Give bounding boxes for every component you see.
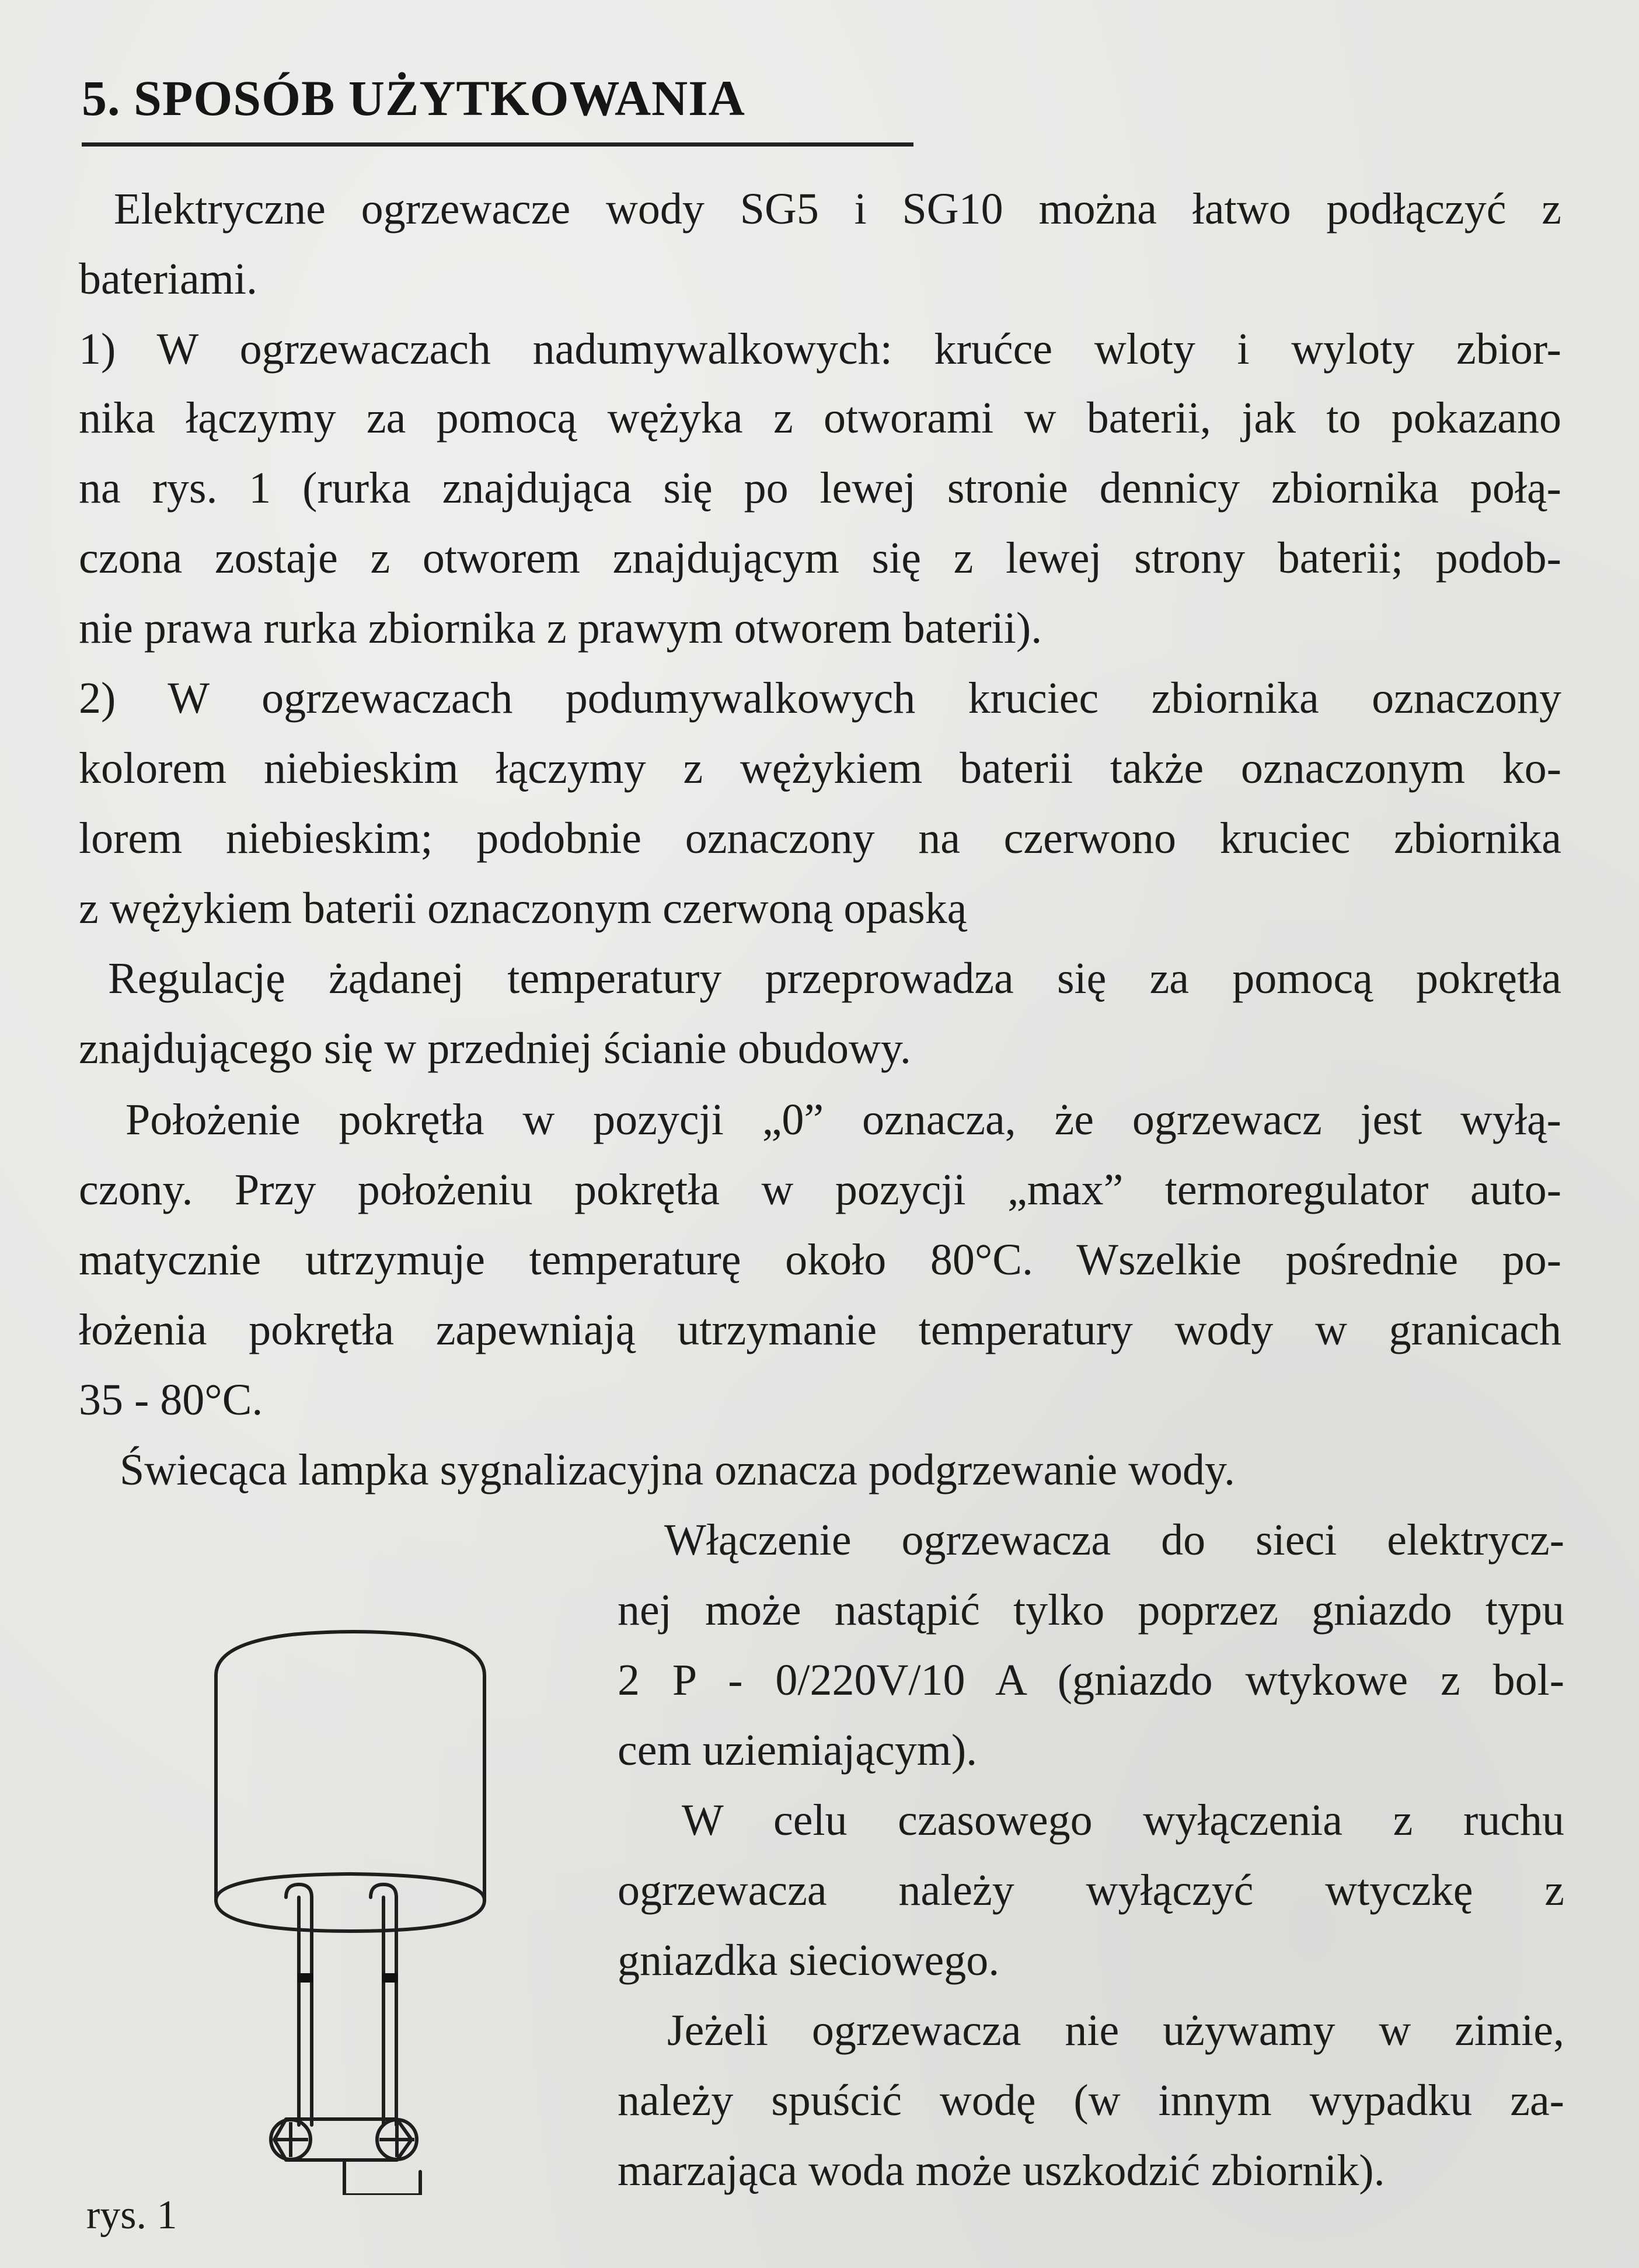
- body-line: należy spuścić wodę (w innym wypadku za-: [618, 2076, 1564, 2125]
- body-line: znajdującego się w przedniej ścianie obudowy.: [79, 1024, 911, 1073]
- body-line: nika łączymy za pomocą wężyka z otworami w baterii, jak to pokazano: [79, 393, 1561, 443]
- body-line: lorem niebieskim; podobnie oznaczony na czerwono kruciec zbiornika: [79, 814, 1561, 863]
- body-line: czona zostaje z otworem znajdującym się z lewej strony baterii; podob-: [79, 534, 1561, 583]
- body-line: 2 P - 0/220V/10 A (gniazdo wtykowe z bol-: [618, 1656, 1564, 1705]
- body-line: ogrzewacza należy wyłączyć wtyczkę z: [618, 1866, 1564, 1915]
- body-line: z wężykiem baterii oznaczonym czerwoną opaską: [79, 884, 967, 933]
- body-line: nej może nastąpić tylko poprzez gniazdo typu: [618, 1586, 1564, 1635]
- water-heater-figure: [204, 1611, 519, 2195]
- body-line: czony. Przy położeniu pokrętła w pozycji „max” termoregulator auto-: [79, 1165, 1561, 1214]
- body-line: 1) W ogrzewaczach nadumywalkowych: krućce wloty i wyloty zbior-: [79, 325, 1561, 374]
- body-line: Elektryczne ogrzewacze wody SG5 i SG10 można łatwo podłączyć z: [114, 184, 1561, 234]
- body-line: 2) W ogrzewaczach podumywalkowych kruciec zbiornika oznaczony: [79, 674, 1561, 723]
- body-line: 35 - 80°C.: [79, 1375, 263, 1424]
- heading-underline: [82, 142, 913, 147]
- body-line: Regulację żądanej temperatury przeprowadza się za pomocą pokrętła: [108, 954, 1561, 1003]
- body-line: łożenia pokrętła zapewniają utrzymanie temperatury wody w granicach: [79, 1305, 1561, 1354]
- body-line: Świecąca lampka sygnalizacyjna oznacza podgrzewanie wody.: [120, 1445, 1236, 1494]
- body-line: kolorem niebieskim łączymy z wężykiem baterii także oznaczonym ko-: [79, 744, 1561, 793]
- body-line: Położenie pokrętła w pozycji „0” oznacza, że ogrzewacz jest wyłą-: [125, 1095, 1561, 1144]
- body-line: nie prawa rurka zbiornika z prawym otworem baterii).: [79, 604, 1042, 653]
- figure-caption: rys. 1: [86, 2193, 177, 2238]
- body-line: marzająca woda może uszkodzić zbiornik).: [618, 2146, 1385, 2195]
- body-line: na rys. 1 (rurka znajdująca się po lewej stronie dennicy zbiornika połą-: [79, 464, 1561, 513]
- body-line: bateriami.: [79, 255, 257, 304]
- body-line: gniazdka sieciowego.: [618, 1936, 1000, 1985]
- body-line: matycznie utrzymuje temperaturę około 80°C. Wszelkie pośrednie po-: [79, 1235, 1561, 1284]
- body-line: Jeżeli ogrzewacza nie używamy w zimie,: [667, 2006, 1564, 2055]
- body-line: Włączenie ogrzewacza do sieci elektrycz-: [664, 1516, 1564, 1565]
- body-line: W celu czasowego wyłączenia z ruchu: [682, 1796, 1564, 1845]
- section-heading: 5. SPOSÓB UŻYTKOWANIA: [82, 70, 745, 126]
- body-line: cem uziemiającym).: [618, 1726, 978, 1775]
